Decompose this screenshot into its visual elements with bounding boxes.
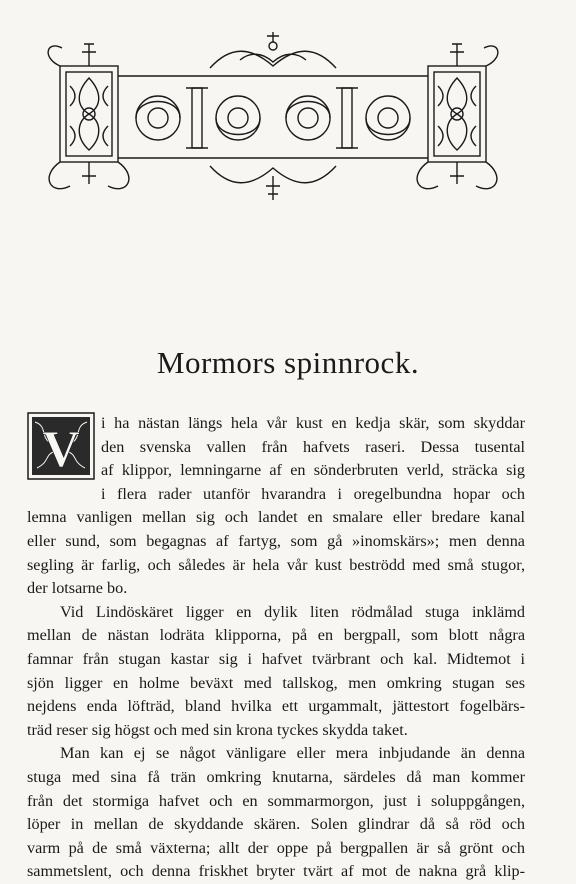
- text-line: mellan de nästan lodräta klipporna, på en bergpall, som blott några: [27, 626, 525, 645]
- text-line: nejdens enda löfträd, bland hvilka ett urgammalt, jättestort fogelbärs-: [27, 697, 525, 716]
- text-line: från det stormiga hafvet och en sommarmorgon, just i soluppgången,: [27, 791, 525, 810]
- text-line: löper in mellan de skyddande skären. Solen glindrar då så röd och: [27, 815, 525, 834]
- text-line: af klippor, lemningarne af en sönderbruten verld, sträcka sig: [101, 461, 525, 480]
- text-line: i flera rader utanför hvarandra i oregelbundna hopar och: [101, 484, 525, 503]
- text-line: eller sund, som begagnas af fartyg, som gå »inomskärs»; men denna: [27, 531, 525, 550]
- body-text: [27, 412, 525, 884]
- text-line: den svenska vallen från hafvets raseri. Dessa tusental: [101, 437, 525, 456]
- text-line: lemna vanligen mellan sig och landet en smalare eller bredare kanal: [27, 508, 525, 527]
- chapter-title: Mormors spinnrock.: [156, 345, 420, 380]
- text-line: sjön ligger en holme beväxt med tallskog, men omkring stugan ses: [27, 673, 525, 692]
- text-line: segling är farlig, och således är hela vår kust beströdd med små stugor,: [27, 555, 525, 574]
- text-line: i ha nästan längs hela vår kust en kedja skär, som skyddar: [101, 414, 525, 432]
- text-line: Vid Lindöskäret ligger en dylik liten rödmålad stuga inklämd: [60, 602, 525, 621]
- text-line: sammetslent, och denna friskhet bryter tvärt af mot de nakna grå klip-: [27, 862, 525, 881]
- text-line: stuga med sina få trän omkring knutarna, särdeles då man kommer: [27, 767, 525, 786]
- text-line: varm på de små växterna; allt der oppe på bergpallen är så grönt och: [27, 838, 525, 857]
- text-line: famnar från stugan kastar sig i hafvet tvärbrant och kal. Midtemot i: [27, 649, 525, 668]
- text-line: der lotsarne bo.: [27, 579, 128, 598]
- drop-cap-letter: V: [42, 421, 80, 478]
- text-line: träd reser sig högst och med sin krona tyckes skydda taket.: [27, 720, 408, 739]
- ornamental-headpiece: [40, 26, 540, 216]
- text-line: Man kan ej se något vänligare eller mera inbjudande än denna: [60, 744, 525, 763]
